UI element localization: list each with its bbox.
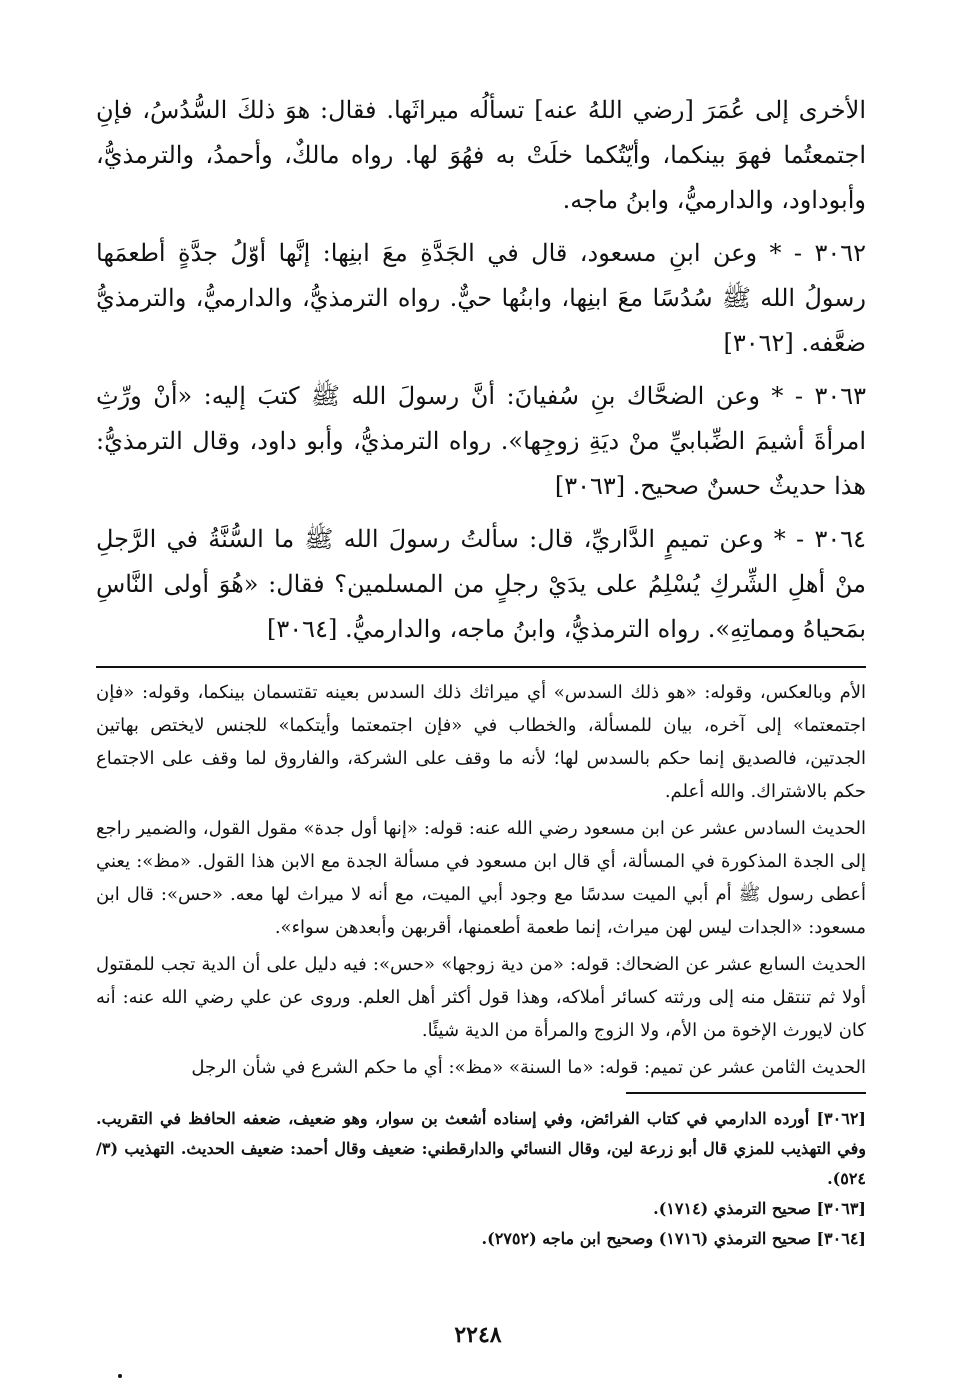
book-page <box>96 88 866 1254</box>
footnote-3062: [٣٠٦٢] أورده الدارمي في كتاب الفرائض، وفي إسناده أشعث بن سوار، وهو ضعيف، ضعفه الحافظ في التقريب. وفي التهذيب للمزي قال أبو زرعة لين، وقال النسائي والدارقطني: ضعيف وقال أحمد: ضعيف الحديث. التهذيب (٣/ ٥٢٤). <box>96 1109 866 1188</box>
hadith-3062: ٣٠٦٢ - * وعن ابنِ مسعود، قال في الجَدَّةِ معَ ابنِها: إنَّها أوّلُ جدَّةٍ أطعمَها رسولُ الله ﷺ سُدُسًا معَ ابنِها، وابنُها حيٌّ. رواه الترمذيُّ، والدارميُّ، والترمذيُّ ضعَّفه. [٣٠٦٢] <box>96 239 866 357</box>
footnote-3064: [٣٠٦٤] صحيح الترمذي (١٧١٦) وصحيح ابن ماجه (٢٧٥٢). <box>481 1229 866 1248</box>
commentary-section <box>96 676 866 1084</box>
commentary-paragraph: الحديث السادس عشر عن ابن مسعود رضي الله عنه: قوله: «إنها أول جدة» مقول القول، والضمير راجع إلى الجدة المذكورة في المسألة، أي قال ابن مسعود في مسألة الجدة مع الابن هذا القول. «مظ»: يعني أعطى رسول ﷺ أم أبي الميت سدسًا مع وجود أبي الميت، مع أنه لا ميراث لها معه. «حس»: قال ابن مسعود: «الجدات ليس لهن ميراث، إنما طعمة أطعمنها، أقربهن وأبعدهن سواء». <box>96 818 866 938</box>
scan-dot <box>118 1374 122 1378</box>
footnote-separator <box>626 1092 866 1094</box>
hadith-3063: ٣٠٦٣ - * وعن الضحَّاك بنِ سُفيانَ: أنَّ رسولَ الله ﷺ كتبَ إليه: «أنْ ورِّثِ امرأةَ أشيمَ الضِّبابيِّ منْ ديَةِ زوجِها». رواه الترمذيُّ، وأبو داود، وقال الترمذيُّ: هذا حديثٌ حسنٌ صحيح. [٣٠٦٣] <box>96 382 866 500</box>
commentary-paragraph: الحديث السابع عشر عن الضحاك: قوله: «من دية زوجها» «حس»: فيه دليل على أن الدية تجب للمقتول أولا ثم تنتقل منه إلى ورثته كسائر أملاكه، وهذا قول أكثر أهل العلم. وروى عن علي رضي الله عنه: أنه كان لايورث الإخوة من الأم، ولا الزوج والمرأة من الدية شيئًا. <box>96 954 866 1041</box>
commentary-paragraph: الحديث الثامن عشر عن تميم: قوله: «ما السنة» «مظ»: أي ما حكم الشرع في شأن الرجل <box>191 1057 866 1078</box>
paragraph-continuation: الأخرى إلى عُمَرَ [رضي اللهُ عنه] تسألُه ميراثَها. فقال: هوَ ذلكَ السُّدُسُ، فإنِ اجتمعتُما فهوَ بينكما، وأيّتُكما خلَتْ به فهُوَ لها. رواه مالكٌ، وأحمدُ، والترمذيُّ، وأبوداود، والدارميُّ، وابنُ ماجه. <box>96 96 866 214</box>
commentary-paragraph: الأم وبالعكس، وقوله: «هو ذلك السدس» أي ميراثك ذلك السدس بعينه تقتسمان بينكما، وقوله: «فإن اجتمعتما» إلى آخره، بيان للمسألة، والخطاب في «فإن اجتمعتما وأيتكما» للجنس لايختص بهاتين الجدتين، فالصديق إنما حكم بالسدس لها؛ لأنه ما وقف على الشركة، والفاروق لما وقف على الاجتماع حكم بالاشتراك. والله أعلم. <box>96 682 866 802</box>
page-number: ٢٢٤٨ <box>454 1322 502 1348</box>
footnotes-section <box>96 1104 866 1254</box>
hadith-text <box>96 88 866 652</box>
footnote-3063: [٣٠٦٣] صحيح الترمذي (١٧١٤). <box>653 1199 866 1218</box>
main-separator <box>96 666 866 668</box>
hadith-3064: ٣٠٦٤ - * وعن تميمٍ الدَّاريِّ، قال: سألتُ رسولَ الله ﷺ ما السُّنَّةُ في الرَّجلِ منْ أهلِ الشِّركِ يُسْلِمُ على يدَيْ رجلٍ من المسلمين؟ فقال: «هُوَ أولى النَّاسِ بمَحياهُ ومماتِهِ». رواه الترمذيُّ، وابنُ ماجه، والدارميُّ. [٣٠٦٤] <box>96 525 866 643</box>
